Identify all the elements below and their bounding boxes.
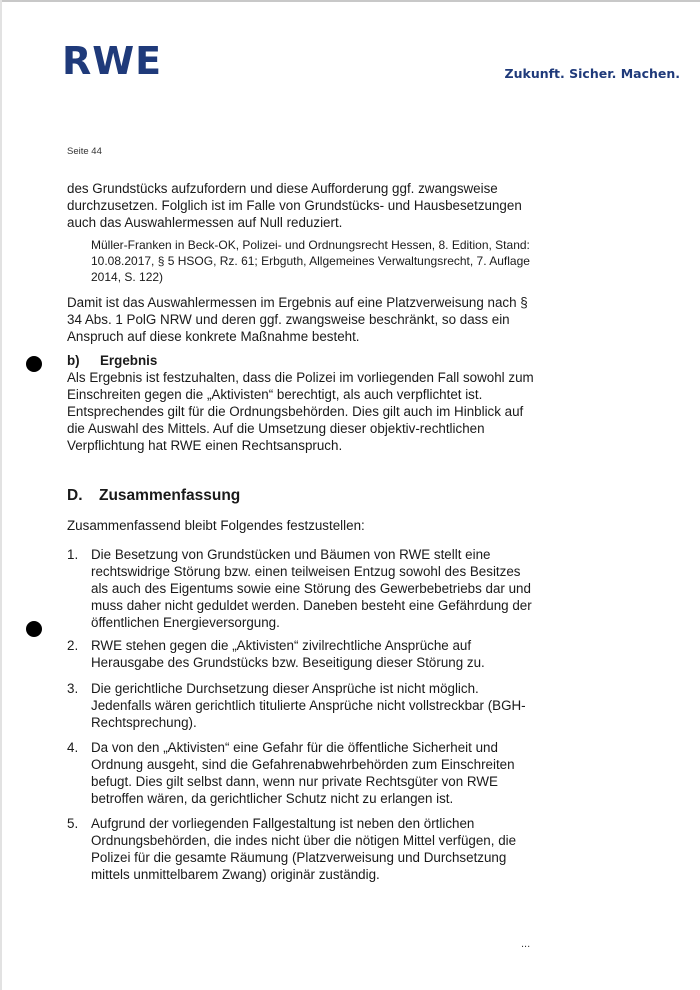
list-item xyxy=(67,637,537,671)
section-heading xyxy=(67,487,240,505)
scan-left-edge xyxy=(0,0,2,990)
subsection-heading xyxy=(67,352,537,369)
continuation-mark: ... xyxy=(521,938,531,950)
paragraph-2: Damit ist das Auswahlermessen im Ergebnis auf eine Platzverweisung nach § 34 Abs. 1 PolG NRW und deren ggf. zwangsweise beschränkt, so dass ein Anspruch auf diese konkrete Maßnahme besteht. xyxy=(67,295,528,344)
section-title: Zusammenfassung xyxy=(99,487,241,504)
tagline: Zukunft. Sicher. Machen. xyxy=(504,66,680,81)
section-number: D. xyxy=(67,487,83,504)
subsection-b xyxy=(67,352,537,454)
citation-block: Müller-Franken in Beck-OK, Polizei- und Ordnungsrecht Hessen, 8. Edition, Stand: 10.08.2017, § 5 HSOG, Rz. 61; Erbguth, Allgemeines Verwaltungsrecht, 7. Auflage 2014, S. 122) xyxy=(91,238,530,284)
punch-hole xyxy=(26,356,42,372)
subsection-number: b) xyxy=(67,353,80,368)
list-item-number: 1. xyxy=(67,547,79,562)
list-item xyxy=(67,680,537,731)
subsection-title: Ergebnis xyxy=(100,353,158,368)
punch-hole xyxy=(26,621,42,637)
list-item xyxy=(67,739,537,807)
list-item xyxy=(67,815,537,883)
list-item xyxy=(67,546,537,631)
paragraph-3: Als Ergebnis ist festzuhalten, dass die Polizei im vorliegenden Fall sowohl zum Einschreiten gegen die „Aktivisten“ berechtigt, als auch verpflichtet ist. Entsprechendes gilt für die Ordnungsbehörden. Dies gilt auch im Hinblick auf die Auswahl des Mittels. Auf die Umsetzung dieser objektiv-rechtlichen Verpflichtung hat RWE einen Rechtsanspruch. xyxy=(67,370,534,453)
list-item-number: 4. xyxy=(67,740,79,755)
list-item-number: 5. xyxy=(67,816,79,831)
list-item-text: Aufgrund der vorliegenden Fallgestaltung ist neben den örtlichen Ordnungsbehörden, die indes nicht über die nötigen Mittel verfügen, die Polizei für die gesamte Räumung (Platzverweisung und Durchsetzung mittels unmittelbarem Zwang) originär zuständig. xyxy=(91,816,517,882)
list-item-number: 2. xyxy=(67,638,79,653)
rwe-logo: RWE xyxy=(62,39,163,83)
paragraph-1: des Grundstücks aufzufordern und diese Aufforderung ggf. zwangsweise durchzusetzen. Folglich ist im Falle von Grundstücks- und Hausbesetzungen auch das Auswahlermessen auf Null reduziert. xyxy=(67,181,522,230)
page-number: Seite 44 xyxy=(67,146,102,157)
scan-top-edge xyxy=(0,0,700,2)
list-item-number: 3. xyxy=(67,681,79,696)
section-intro: Zusammenfassend bleibt Folgendes festzustellen: xyxy=(67,518,365,533)
list-item-text: RWE stehen gegen die „Aktivisten“ zivilrechtliche Ansprüche auf Herausgabe des Grundstücks bzw. Beseitigung dieser Störung zu. xyxy=(91,638,485,670)
list-item-text: Die Besetzung von Grundstücken und Bäumen von RWE stellt eine rechtswidrige Störung bzw. einen teilweisen Entzug sowohl des Besitzes als auch des Eigentums sowie eine Störung des Gewerbebetriebs dar und muss daher nicht geduldet werden. Daneben besteht eine Gefährdung der öffentlichen Energieversorgung. xyxy=(91,547,532,630)
list-item-text: Die gerichtliche Durchsetzung dieser Ansprüche ist nicht möglich. Jedenfalls wären gerichtlich titulierte Ansprüche nicht vollstreckbar (BGH-Rechtsprechung). xyxy=(91,681,526,730)
list-item-text: Da von den „Aktivisten“ eine Gefahr für die öffentliche Sicherheit und Ordnung ausgeht, sind die Gefahrenabwehrbehörden zum Einschreiten befugt. Dies gilt selbst dann, wenn nur private Rechtsgüter von RWE betroffen wären, da gerichtlicher Schutz nicht zu erlangen ist. xyxy=(91,740,515,806)
